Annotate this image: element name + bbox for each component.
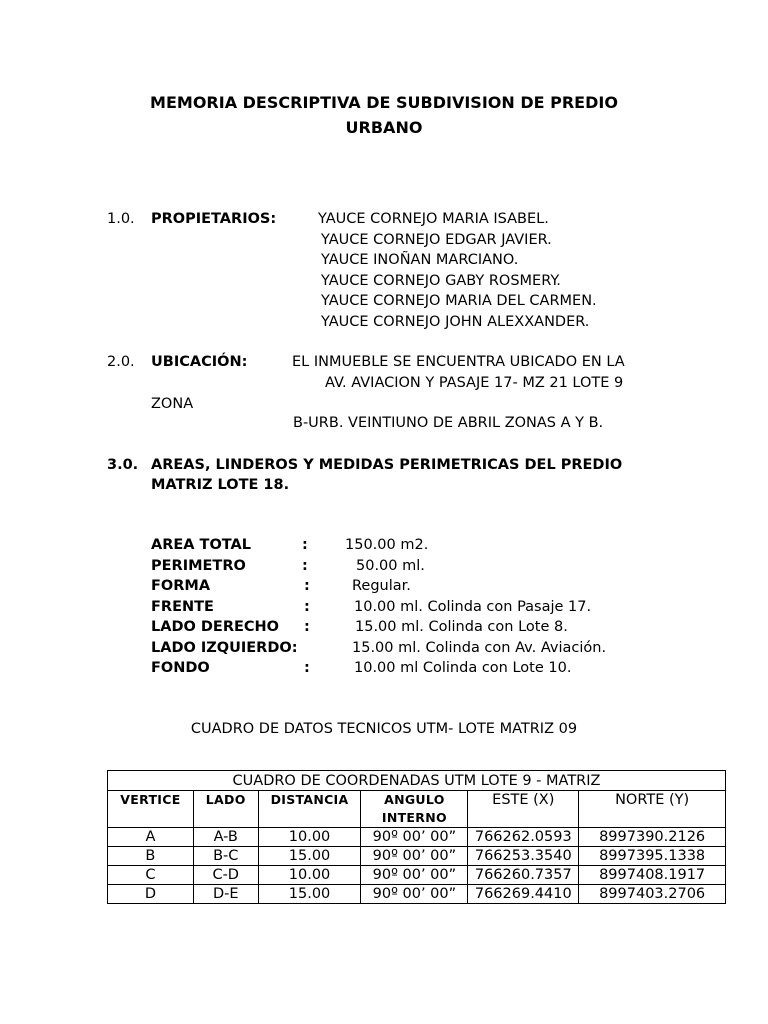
- owner-item: YAUCE CORNEJO MARIA DEL CARMEN.: [321, 293, 597, 309]
- owner-item: YAUCE INOÑAN MARCIANO.: [321, 252, 519, 268]
- location-line: EL INMUEBLE SE ENCUENTRA UBICADO EN LA: [292, 354, 625, 370]
- owner-item: YAUCE CORNEJO JOHN ALEXXANDER.: [321, 314, 590, 330]
- measure-label: FONDO: [151, 660, 210, 676]
- table-cell: 90º 00’ 00”: [361, 828, 468, 847]
- measure-colon: :: [302, 537, 308, 553]
- document-title-line2: URBANO: [345, 118, 423, 137]
- owner-item: YAUCE CORNEJO GABY ROSMERY.: [321, 273, 561, 289]
- table-title: CUADRO DE DATOS TECNICOS UTM- LOTE MATRIZ 09: [190, 721, 578, 737]
- measure-colon: :: [304, 578, 310, 594]
- measure-colon: :: [304, 660, 310, 676]
- table-cell: 15.00: [258, 885, 361, 904]
- owner-item: YAUCE CORNEJO MARIA ISABEL.: [318, 211, 549, 227]
- table-cell: C-D: [193, 866, 258, 885]
- section1-number: 1.0.: [107, 211, 135, 227]
- table-cell: 8997408.1917: [579, 866, 726, 885]
- table-cell: 766260.7357: [468, 866, 579, 885]
- measure-colon: :: [304, 599, 310, 615]
- measure-value: 10.00 ml Colinda con Lote 10.: [354, 660, 572, 676]
- column-header: NORTE (Y): [579, 791, 726, 828]
- section2-number: 2.0.: [107, 354, 135, 370]
- measure-label: AREA TOTAL: [151, 537, 252, 553]
- location-line: B-URB. VEINTIUNO DE ABRIL ZONAS A Y B.: [293, 415, 604, 431]
- table-cell: D: [108, 885, 194, 904]
- table-cell: A-B: [193, 828, 258, 847]
- measure-label: LADO IZQUIERDO:: [151, 640, 298, 656]
- table-header-row: [108, 791, 726, 828]
- table-cell: 8997395.1338: [579, 847, 726, 866]
- table-cell: C: [108, 866, 194, 885]
- measure-value: 50.00 ml.: [356, 558, 425, 574]
- table-cell: 10.00: [258, 828, 361, 847]
- measure-label: FORMA: [151, 578, 211, 594]
- utm-coordinates-table: [107, 770, 726, 904]
- column-header: ANGULO INTERNO: [361, 791, 468, 828]
- table-cell: 90º 00’ 00”: [361, 885, 468, 904]
- section3-number: 3.0.: [107, 457, 139, 473]
- table-row: [108, 828, 726, 847]
- measure-value: 15.00 ml. Colinda con Lote 8.: [355, 619, 568, 635]
- section3-heading: AREAS, LINDEROS Y MEDIDAS PERIMETRICAS DEL PREDIO: [151, 457, 623, 473]
- section3-heading: MATRIZ LOTE 18.: [151, 477, 290, 493]
- column-header: DISTANCIA: [258, 791, 361, 828]
- measure-value: 15.00 ml. Colinda con Av. Aviación.: [352, 640, 607, 656]
- section1-label: PROPIETARIOS:: [151, 211, 277, 227]
- document-title-line1: MEMORIA DESCRIPTIVA DE SUBDIVISION DE PREDIO: [150, 93, 618, 112]
- table-cell: 766269.4410: [468, 885, 579, 904]
- measure-label: LADO DERECHO: [151, 619, 279, 635]
- table-cell: 90º 00’ 00”: [361, 847, 468, 866]
- measure-colon: :: [304, 619, 310, 635]
- column-header: LADO: [193, 791, 258, 828]
- owner-item: YAUCE CORNEJO EDGAR JAVIER.: [321, 232, 552, 248]
- table-cell: 8997390.2126: [579, 828, 726, 847]
- location-line: ZONA: [151, 396, 194, 412]
- table-cell: A: [108, 828, 194, 847]
- table-cell: 10.00: [258, 866, 361, 885]
- measure-value: 150.00 m2.: [345, 537, 429, 553]
- table-cell: B: [108, 847, 194, 866]
- location-line: AV. AVIACION Y PASAJE 17- MZ 21 LOTE 9: [325, 375, 624, 391]
- table-cell: 8997403.2706: [579, 885, 726, 904]
- column-header: ESTE (X): [468, 791, 579, 828]
- measure-colon: :: [302, 558, 308, 574]
- section2-label: UBICACIÓN:: [151, 354, 248, 370]
- table-caption: CUADRO DE COORDENADAS UTM LOTE 9 - MATRIZ: [108, 771, 726, 791]
- column-header: VERTICE: [108, 791, 194, 828]
- measure-label: PERIMETRO: [151, 558, 246, 574]
- table-cell: 766262.0593: [468, 828, 579, 847]
- table-cell: 15.00: [258, 847, 361, 866]
- measure-value: Regular.: [352, 578, 411, 594]
- measure-label: FRENTE: [151, 599, 214, 615]
- table-cell: B-C: [193, 847, 258, 866]
- table-cell: D-E: [193, 885, 258, 904]
- table-row: [108, 885, 726, 904]
- table-row: [108, 847, 726, 866]
- table-row: [108, 866, 726, 885]
- table-cell: 766253.3540: [468, 847, 579, 866]
- table-cell: 90º 00’ 00”: [361, 866, 468, 885]
- measure-value: 10.00 ml. Colinda con Pasaje 17.: [354, 599, 592, 615]
